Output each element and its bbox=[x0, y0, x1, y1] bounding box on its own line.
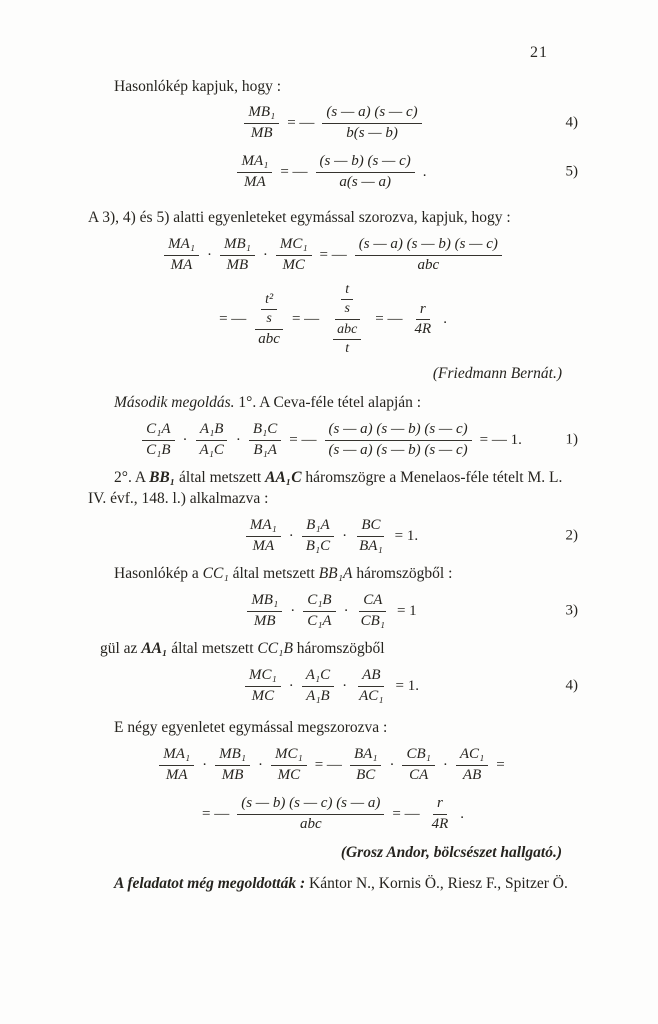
denominator bbox=[335, 173, 395, 191]
math-text: BC bbox=[361, 517, 381, 534]
paragraph-second-solution bbox=[88, 392, 578, 413]
paragraph-menelaos bbox=[88, 467, 578, 509]
math-text: B₁C bbox=[252, 421, 278, 438]
math-text: MB bbox=[253, 612, 276, 629]
fraction bbox=[244, 104, 279, 142]
operator: = — bbox=[314, 756, 342, 773]
equation-5 bbox=[88, 149, 578, 195]
fraction bbox=[327, 281, 367, 358]
fraction bbox=[333, 322, 361, 357]
text-run: Második megoldás. bbox=[114, 394, 235, 412]
fraction bbox=[322, 104, 421, 142]
fraction bbox=[247, 592, 282, 630]
denominator bbox=[247, 124, 277, 142]
operator: · bbox=[290, 602, 296, 619]
operator: · bbox=[442, 756, 448, 773]
paragraph-similarly-cc1 bbox=[88, 563, 578, 584]
numerator bbox=[355, 236, 502, 255]
math-text: A₁B bbox=[306, 687, 330, 704]
denominator bbox=[240, 173, 270, 191]
operator: · bbox=[389, 756, 395, 773]
operator: . bbox=[443, 311, 447, 328]
text-run: E négy egyenletet egymással megszorozva : bbox=[114, 719, 388, 737]
denominator bbox=[196, 441, 228, 459]
numerator bbox=[249, 421, 281, 440]
text-run: Hasonlókép a bbox=[114, 565, 203, 583]
math-text: MB₁ bbox=[251, 592, 279, 609]
operator: · bbox=[342, 527, 348, 544]
math-text: C₁A bbox=[307, 612, 332, 629]
fraction bbox=[237, 795, 384, 833]
math-text: (s — a) (s — b) (s — c) bbox=[328, 441, 468, 458]
denominator bbox=[428, 815, 453, 833]
numerator bbox=[357, 517, 384, 536]
math-text: CA bbox=[363, 592, 383, 609]
math-text: MC bbox=[282, 256, 305, 273]
fraction bbox=[196, 421, 228, 459]
numerator bbox=[271, 746, 307, 765]
math-text: MB₁ bbox=[223, 236, 251, 253]
denominator bbox=[405, 766, 432, 784]
equation-number: 4) bbox=[565, 677, 578, 694]
paragraph-similarly-intro bbox=[88, 76, 578, 97]
math-text: MA₁ bbox=[249, 517, 277, 534]
denominator bbox=[274, 766, 305, 784]
numerator bbox=[215, 746, 250, 765]
math-text: A₁C bbox=[199, 441, 224, 458]
denominator bbox=[218, 766, 248, 784]
operator: · bbox=[235, 431, 241, 448]
equation-ceva-1 bbox=[88, 417, 578, 463]
fraction bbox=[245, 667, 281, 705]
math-text: MB bbox=[221, 766, 244, 783]
fraction bbox=[276, 236, 312, 274]
operator: = 1. bbox=[395, 677, 419, 694]
denominator bbox=[357, 612, 389, 630]
numerator bbox=[350, 746, 382, 765]
math-text: CB₁ bbox=[406, 746, 431, 763]
operator: = — bbox=[289, 431, 317, 448]
math-text: a(s — a) bbox=[339, 173, 391, 190]
math-text: A₁C bbox=[305, 667, 331, 684]
equation-number: 1) bbox=[565, 431, 578, 448]
math-text: MB bbox=[250, 124, 273, 141]
numerator bbox=[237, 153, 272, 172]
math-text: r bbox=[419, 300, 426, 317]
numerator bbox=[276, 236, 312, 255]
operator: · bbox=[288, 677, 294, 694]
denominator bbox=[303, 612, 335, 630]
fraction bbox=[215, 746, 250, 784]
math-text: CA bbox=[409, 766, 429, 783]
denominator bbox=[414, 256, 444, 274]
operator: · bbox=[342, 677, 348, 694]
text-run: háromszögből : bbox=[352, 565, 453, 583]
operator: · bbox=[182, 431, 188, 448]
operator: = — bbox=[291, 311, 320, 328]
denominator bbox=[278, 256, 309, 274]
text-run: által metszett bbox=[167, 640, 258, 658]
fraction bbox=[271, 746, 307, 784]
text-run: A 3), 4) és 5) alatti egyenleteket egymással szorozva, kapjuk, hogy : bbox=[88, 209, 511, 226]
denominator bbox=[355, 687, 387, 705]
text-run: Kántor N., Kornis Ö., Riesz F., Spitzer Ö. bbox=[305, 875, 568, 893]
operator: = — bbox=[201, 805, 230, 822]
math-text: abc bbox=[299, 815, 322, 832]
denominator bbox=[302, 537, 334, 555]
denominator bbox=[162, 766, 192, 784]
numerator bbox=[359, 592, 386, 611]
denominator bbox=[302, 687, 334, 705]
denominator bbox=[325, 441, 472, 459]
math-text: BA₁ bbox=[359, 537, 383, 554]
math-text: (s — a) (s — c) bbox=[326, 104, 418, 121]
math-text: AC₁ bbox=[359, 687, 384, 704]
text-run: háromszögre a Menelaos-féle tételt M. L. IV. évf., 148. l.) alkalmazva : bbox=[88, 469, 563, 508]
denominator bbox=[142, 441, 174, 459]
fraction bbox=[246, 517, 281, 555]
equation-number: 3) bbox=[565, 602, 578, 619]
equation-number: 5) bbox=[565, 163, 578, 180]
fraction bbox=[302, 667, 334, 705]
operator: · bbox=[262, 246, 268, 263]
text-run: AA₁ bbox=[141, 640, 168, 658]
operator: = — bbox=[375, 311, 403, 328]
math-text: MA bbox=[170, 256, 193, 273]
math-text: MA bbox=[252, 537, 275, 554]
operator: · bbox=[343, 602, 349, 619]
fraction bbox=[220, 236, 255, 274]
fraction bbox=[325, 421, 472, 459]
fraction bbox=[341, 282, 354, 317]
equation-product-line1 bbox=[88, 232, 578, 278]
denominator bbox=[459, 766, 485, 784]
fraction bbox=[402, 746, 434, 784]
denominator bbox=[341, 300, 354, 317]
numerator bbox=[302, 667, 334, 686]
paragraph-four-equations bbox=[88, 717, 578, 738]
math-text: AB bbox=[462, 766, 482, 783]
math-text: (s — b) (s — c) (s — a) bbox=[241, 795, 381, 812]
fraction bbox=[142, 421, 174, 459]
numerator bbox=[255, 291, 283, 330]
math-text: MC₁ bbox=[275, 746, 303, 763]
math-text: MB₁ bbox=[219, 746, 246, 763]
equation-product-line2 bbox=[88, 281, 578, 358]
equation-menelaos-2 bbox=[88, 513, 578, 559]
denominator bbox=[262, 310, 275, 327]
text-run: BB₁A bbox=[318, 565, 353, 583]
numerator bbox=[302, 517, 334, 536]
numerator bbox=[303, 592, 335, 611]
paragraph-finally-aa1 bbox=[88, 638, 578, 659]
math-text: b(s — b) bbox=[346, 124, 398, 141]
fraction bbox=[303, 592, 335, 630]
equation-number: 2) bbox=[565, 527, 578, 544]
denominator bbox=[248, 537, 278, 555]
math-text: s bbox=[344, 301, 350, 317]
numerator bbox=[220, 236, 255, 255]
equation-number: 4) bbox=[565, 114, 578, 131]
fraction bbox=[411, 301, 436, 339]
fraction bbox=[355, 236, 502, 274]
numerator bbox=[142, 421, 174, 440]
numerator bbox=[159, 746, 194, 765]
operator: . bbox=[460, 805, 464, 822]
math-text: AC₁ bbox=[459, 746, 485, 763]
math-text: (s — b) (s — c) bbox=[319, 153, 411, 170]
denominator bbox=[254, 330, 284, 348]
numerator bbox=[433, 795, 447, 814]
numerator bbox=[325, 421, 472, 440]
math-text: t bbox=[345, 341, 350, 357]
signature-friedmann: (Friedmann Bernát.) bbox=[432, 365, 562, 383]
math-text: CB₁ bbox=[360, 612, 385, 629]
math-text: MC bbox=[277, 766, 301, 783]
operator: = — bbox=[219, 311, 247, 328]
math-text: abc bbox=[417, 256, 440, 273]
numerator bbox=[237, 795, 384, 814]
numerator bbox=[247, 592, 282, 611]
math-text: 4R bbox=[431, 815, 449, 832]
fraction bbox=[456, 746, 488, 784]
math-text: s bbox=[266, 310, 272, 326]
text-run: 1°. A Ceva-féle tétel alapján : bbox=[234, 394, 422, 412]
denominator bbox=[352, 766, 379, 784]
text-run: CC₁B bbox=[257, 640, 293, 658]
fraction bbox=[159, 746, 194, 784]
equation-final-line2 bbox=[88, 791, 578, 837]
math-text: (s — a) (s — b) (s — c) bbox=[328, 421, 468, 438]
denominator bbox=[296, 815, 326, 833]
fraction bbox=[355, 517, 387, 555]
math-text: r bbox=[436, 795, 443, 812]
operator: = — 1. bbox=[479, 431, 522, 448]
numerator bbox=[335, 281, 360, 320]
operator: = — bbox=[280, 163, 308, 180]
operator: · bbox=[206, 246, 212, 263]
operator: · bbox=[288, 527, 294, 544]
text-run: 2°. A bbox=[114, 469, 150, 487]
text-run: háromszögből bbox=[292, 640, 385, 658]
math-text: MA bbox=[244, 173, 266, 190]
denominator bbox=[249, 441, 281, 459]
text-run: A feladatot még megoldották : bbox=[114, 875, 306, 893]
page-number: 21 bbox=[530, 44, 548, 61]
operator: · bbox=[258, 756, 263, 773]
math-text: A₁B bbox=[199, 421, 224, 438]
math-text: C₁B bbox=[307, 592, 332, 609]
math-text: abc bbox=[337, 322, 358, 338]
operator: = — bbox=[287, 114, 315, 131]
operator: = 1. bbox=[394, 527, 419, 544]
fraction bbox=[261, 292, 277, 327]
math-text: BA₁ bbox=[353, 746, 378, 763]
math-text: B₁C bbox=[305, 537, 331, 554]
text-run: BB₁ bbox=[149, 469, 176, 487]
operator: = bbox=[496, 756, 505, 773]
math-text: B₁A bbox=[253, 441, 277, 458]
signature-grosz: (Grosz Andor, bölcsészet hallgató.) bbox=[340, 844, 562, 862]
text-run: Hasonlókép kapjuk, hogy : bbox=[114, 78, 282, 95]
text-run: AA₁C bbox=[265, 469, 302, 487]
numerator bbox=[341, 282, 353, 300]
numerator bbox=[402, 746, 434, 765]
math-text: 4R bbox=[414, 321, 432, 338]
math-text: MB bbox=[226, 256, 249, 273]
numerator bbox=[246, 517, 281, 536]
numerator bbox=[245, 667, 281, 686]
math-text: MA₁ bbox=[163, 746, 191, 763]
math-text: C₁A bbox=[146, 421, 171, 438]
numerator bbox=[456, 746, 488, 765]
math-text: BC bbox=[356, 766, 376, 783]
text-run: által metszett bbox=[228, 565, 319, 583]
numerator bbox=[322, 104, 421, 123]
operator: · bbox=[202, 756, 208, 773]
paragraph-multiply-345 bbox=[88, 207, 578, 228]
page-content bbox=[88, 76, 578, 894]
denominator bbox=[327, 320, 367, 358]
operator: = — bbox=[319, 246, 347, 263]
math-text: MA₁ bbox=[168, 236, 195, 253]
fraction bbox=[302, 517, 334, 555]
math-text: MC₁ bbox=[279, 236, 308, 253]
denominator bbox=[248, 687, 279, 705]
numerator bbox=[244, 104, 279, 123]
denominator bbox=[167, 256, 197, 274]
equation-menelaos-4 bbox=[88, 663, 578, 709]
math-text: abc bbox=[258, 330, 280, 347]
denominator bbox=[411, 320, 436, 338]
math-text: MA bbox=[165, 766, 188, 783]
fraction bbox=[164, 236, 199, 274]
fraction bbox=[350, 746, 382, 784]
paragraph-also-solved-by bbox=[88, 873, 578, 894]
text-run: gül az bbox=[100, 640, 142, 658]
math-text: (s — a) (s — b) (s — c) bbox=[358, 236, 498, 253]
equation-4 bbox=[88, 100, 578, 146]
numerator bbox=[358, 667, 384, 686]
denominator bbox=[355, 537, 387, 555]
denominator bbox=[342, 124, 402, 142]
denominator bbox=[341, 340, 353, 357]
text-run: CC₁ bbox=[202, 565, 229, 583]
fraction bbox=[428, 795, 453, 833]
numerator bbox=[164, 236, 199, 255]
denominator bbox=[223, 256, 253, 274]
fraction bbox=[316, 153, 415, 191]
math-text: MB₁ bbox=[248, 104, 276, 121]
numerator bbox=[333, 322, 361, 340]
numerator bbox=[416, 301, 430, 320]
equation-menelaos-3 bbox=[88, 588, 578, 634]
text-run: által metszett bbox=[175, 469, 266, 487]
math-text: MC bbox=[251, 687, 275, 704]
math-text: MA₁ bbox=[241, 153, 269, 170]
fraction bbox=[249, 421, 281, 459]
fraction bbox=[357, 592, 389, 630]
numerator bbox=[316, 153, 415, 172]
math-text: AB bbox=[362, 667, 381, 684]
operator: = — bbox=[392, 805, 420, 822]
numerator bbox=[261, 292, 277, 310]
equation-final-line1 bbox=[88, 742, 578, 788]
math-text: t bbox=[345, 282, 350, 297]
fraction bbox=[254, 291, 284, 348]
fraction bbox=[355, 667, 387, 705]
denominator bbox=[250, 612, 280, 630]
math-text: B₁A bbox=[306, 517, 330, 534]
fraction bbox=[237, 153, 272, 191]
operator: . bbox=[422, 163, 427, 180]
math-text: C₁B bbox=[146, 441, 171, 458]
numerator bbox=[196, 421, 228, 440]
math-text: MC₁ bbox=[249, 667, 277, 684]
math-text: t² bbox=[265, 291, 274, 307]
operator: = 1 bbox=[396, 602, 417, 619]
